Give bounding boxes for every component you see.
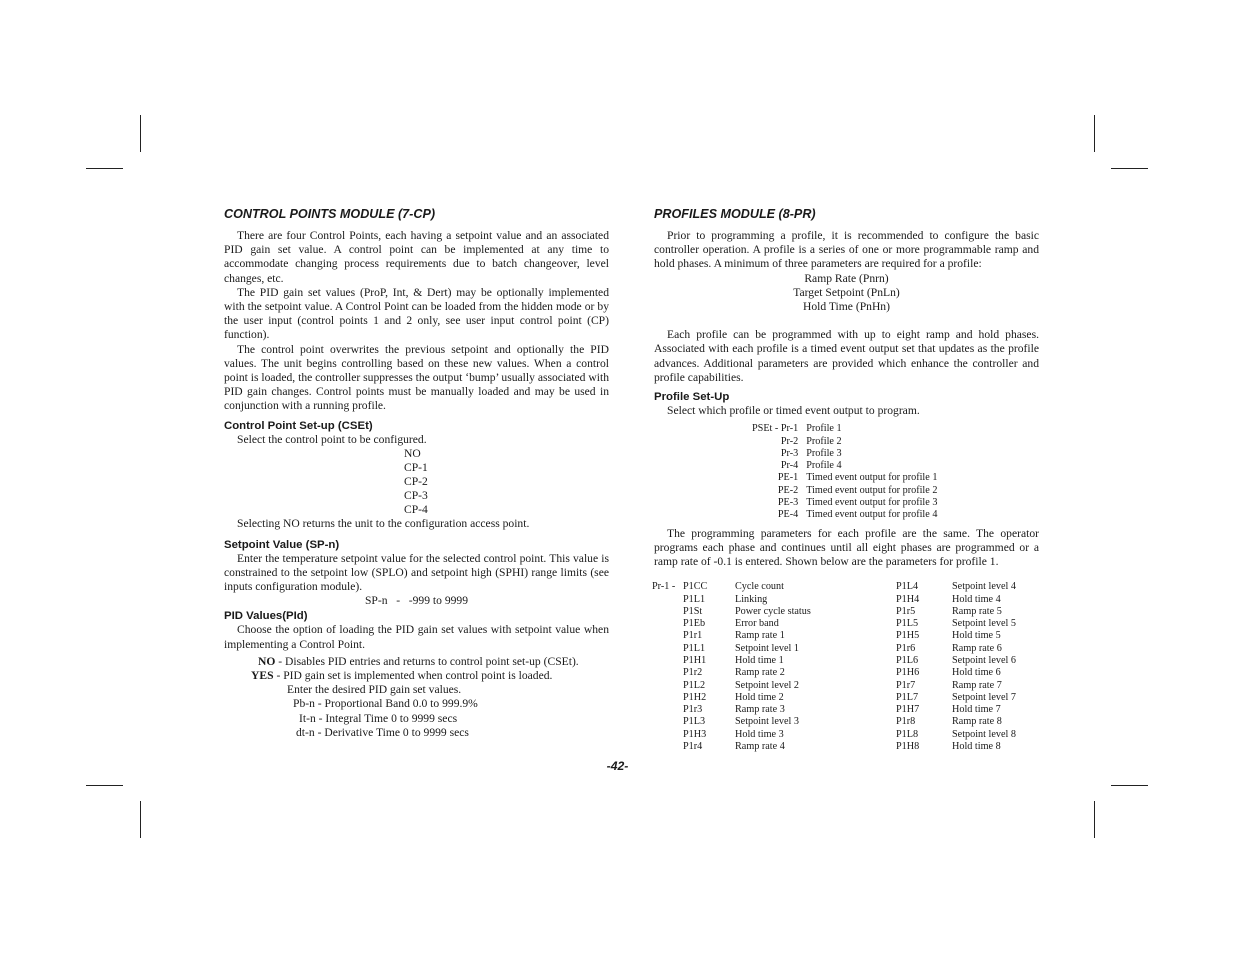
parameter-code: P1H8 xyxy=(896,741,920,753)
spn-text: Enter the temperature setpoint value for the selected control point. This value is constrained to the setpoint low (SPLO) and setpoint high (SPHI) range limits (see inputs configuration module). xyxy=(224,551,609,593)
profile-setup-heading: Profile Set-Up xyxy=(654,391,730,404)
parameter-description: Setpoint level 7 xyxy=(952,691,1016,703)
parameter-code: P1H3 xyxy=(683,728,707,740)
profile-setup-code: Pr-4 xyxy=(780,460,799,472)
parameter-code: P1Eb xyxy=(683,618,706,630)
parameter-description: Ramp rate 1 xyxy=(735,630,785,642)
profile-setup-description: Timed event output for profile 3 xyxy=(806,497,938,509)
parameter-description: Ramp rate 5 xyxy=(952,605,1002,617)
parameter-description: Ramp rate 8 xyxy=(952,716,1002,728)
parameter-code: P1L1 xyxy=(683,593,706,605)
parameter-description: Setpoint level 8 xyxy=(952,728,1016,740)
cset-option: CP-2 xyxy=(404,475,428,489)
parameter-descriptions-left xyxy=(735,581,811,753)
parameter-description: Setpoint level 2 xyxy=(735,679,799,691)
pid-heading: PID Values(PId) xyxy=(224,610,308,623)
parameter-description: Hold time 2 xyxy=(735,691,784,703)
crop-mark-top-right-vertical xyxy=(1094,115,1095,152)
profile-setup-row xyxy=(752,485,937,497)
required-parameter: Ramp Rate (Pnrn) xyxy=(804,271,889,285)
parameter-description: Setpoint level 6 xyxy=(952,655,1016,666)
control-points-column xyxy=(224,206,609,740)
pid-no-text: - Disables PID entries and returns to control point set-up (CSEt). xyxy=(275,654,579,668)
control-points-intro-1: There are four Control Points, each having a setpoint value and an associated PID gain set value. A control point can be implemented at any time to accommodate changing process requirements due to batch changeover, level changes, etc. xyxy=(224,229,609,285)
parameter-description: Ramp rate 7 xyxy=(952,679,1002,691)
parameter-code: P1St xyxy=(683,605,703,617)
pid-option-yes xyxy=(224,669,609,683)
pid-yes-key: YES xyxy=(251,668,274,682)
profile-setup-row xyxy=(752,497,937,509)
profile-setup-description: Timed event output for profile 2 xyxy=(806,484,938,496)
pid-text: Choose the option of loading the PID gain set values with setpoint value when implementing a Control Point. xyxy=(224,623,609,651)
profile-setup-code: PE-3 xyxy=(777,497,799,509)
profile-setup-description: Profile 2 xyxy=(806,435,842,447)
profile-prefix: Pr-1 - xyxy=(652,581,676,593)
crop-mark-bottom-left-horizontal xyxy=(86,785,123,786)
parameter-code: P1H5 xyxy=(896,630,920,642)
parameter-description: Hold time 7 xyxy=(952,704,1001,716)
parameter-description: Ramp rate 3 xyxy=(735,704,785,716)
profile-setup-description: Timed event output for profile 4 xyxy=(806,509,938,521)
crop-mark-bottom-left-vertical xyxy=(140,801,141,838)
profile-setup-code: Pr-2 xyxy=(780,435,799,447)
cset-options xyxy=(224,447,609,517)
parameter-description: Error band xyxy=(735,618,779,630)
parameter-code: P1r3 xyxy=(683,704,703,716)
parameter-code: P1r4 xyxy=(683,741,703,753)
crop-mark-top-right-horizontal xyxy=(1111,168,1148,169)
parameter-code: P1L1 xyxy=(683,642,706,654)
parameter-code: P1L4 xyxy=(896,581,919,593)
cset-option: CP-3 xyxy=(404,489,428,503)
cset-option: NO xyxy=(404,446,421,460)
crop-mark-bottom-right-vertical xyxy=(1094,801,1095,838)
pid-it: It-n - Integral Time 0 to 9999 secs xyxy=(299,711,458,725)
parameter-code: P1H7 xyxy=(896,704,920,716)
parameter-code: P1H1 xyxy=(683,655,707,666)
parameter-description: Ramp rate 4 xyxy=(735,741,785,753)
programming-text: The programming parameters for each profile are the same. The operator programs each phase and continues until all eight phases are programmed or a ramp rate of -0.1 is entered. Shown below are the parameters for profile 1. xyxy=(654,526,1039,569)
pid-pb: Pb-n - Proportional Band 0.0 to 999.9% xyxy=(293,697,478,711)
parameter-description: Hold time 8 xyxy=(952,741,1001,753)
profile-setup-row xyxy=(752,509,937,521)
crop-mark-bottom-right-horizontal xyxy=(1111,785,1148,786)
parameter-description: Hold time 6 xyxy=(952,667,1001,679)
spn-heading: Setpoint Value (SP-n) xyxy=(224,538,340,551)
parameter-code: P1L8 xyxy=(896,728,919,740)
parameter-description: Hold time 5 xyxy=(952,630,1001,642)
crop-mark-top-left-vertical xyxy=(140,115,141,152)
parameter-code: P1r8 xyxy=(896,716,916,728)
cset-option: CP-4 xyxy=(404,503,428,517)
parameter-code: P1H2 xyxy=(683,691,707,703)
parameter-descriptions-right xyxy=(952,581,1016,753)
parameter-code: P1L3 xyxy=(683,716,706,728)
parameter-code: P1L2 xyxy=(683,679,706,691)
profile-setup-row xyxy=(752,460,937,472)
profile-setup-code: PE-1 xyxy=(777,472,799,484)
parameter-description: Setpoint level 1 xyxy=(735,642,799,654)
parameter-description: Power cycle status xyxy=(735,605,811,617)
required-parameter: Hold Time (PnHn) xyxy=(803,300,890,314)
profile-parameters xyxy=(654,581,1039,757)
parameter-description: Ramp rate 2 xyxy=(735,667,785,679)
pid-enter-text: Enter the desired PID gain set values. xyxy=(287,683,462,697)
parameter-codes-left xyxy=(683,581,707,753)
pid-no-key: NO xyxy=(258,654,276,668)
spn-range: SP-n - -999 to 9999 xyxy=(364,594,469,608)
pid-yes-text: - PID gain set is implemented when control point is loaded. xyxy=(273,668,553,682)
profile-setup-row xyxy=(752,423,937,435)
profile-setup-code: Pr-3 xyxy=(780,447,799,459)
cset-heading: Control Point Set-up (CSEt) xyxy=(224,419,373,432)
pid-option-no xyxy=(224,655,609,669)
profile-setup-text: Select which profile or timed event output to program. xyxy=(667,404,920,418)
pid-dt: dt-n - Derivative Time 0 to 9999 secs xyxy=(296,725,469,739)
parameter-code: P1L6 xyxy=(896,655,919,666)
parameter-code: P1CC xyxy=(683,581,708,593)
parameter-code: P1L5 xyxy=(896,618,919,630)
parameter-code: P1H6 xyxy=(896,667,920,679)
parameter-description: Hold time 4 xyxy=(952,593,1001,605)
profiles-each-text: Each profile can be programmed with up to eight ramp and hold phases. Associated with each profile is a timed event output set that updates as the profile advances. Additional parameters are provided which enhance the controller and profile capabilities. xyxy=(654,328,1039,384)
parameter-description: Cycle count xyxy=(735,581,784,593)
control-points-title: CONTROL POINTS MODULE (7-CP) xyxy=(224,207,436,221)
profile-setup-row xyxy=(752,436,937,448)
profile-setup-code: PE-4 xyxy=(777,509,799,521)
parameter-code: P1r1 xyxy=(683,630,703,642)
parameter-description: Setpoint level 4 xyxy=(952,581,1016,593)
parameter-description: Linking xyxy=(735,593,768,605)
parameter-code: P1r2 xyxy=(683,667,703,679)
profile-setup-code: PE-2 xyxy=(777,484,799,496)
profile-setup-description: Profile 1 xyxy=(806,423,842,435)
profiles-column xyxy=(654,206,1039,757)
parameter-codes-right xyxy=(896,581,919,753)
parameter-description: Setpoint level 5 xyxy=(952,618,1016,630)
crop-mark-top-left-horizontal xyxy=(86,168,123,169)
required-parameters xyxy=(654,272,1039,315)
parameter-description: Hold time 3 xyxy=(735,728,784,740)
parameter-description: Setpoint level 3 xyxy=(735,716,799,728)
profile-setup-description: Timed event output for profile 1 xyxy=(806,472,938,484)
parameter-code: P1r5 xyxy=(896,605,916,617)
profile-setup-row xyxy=(752,448,937,460)
cset-option: CP-1 xyxy=(404,460,428,474)
parameter-description: Hold time 1 xyxy=(735,655,784,666)
cset-note: Selecting NO returns the unit to the configuration access point. xyxy=(237,517,530,531)
profile-setup-code: PSEt - Pr-1 xyxy=(752,423,799,435)
control-points-intro-2: The PID gain set values (ProP, Int, & Dert) may be optionally implemented with the setpoint value. A Control Point can be loaded from the hidden mode or by the user input (control points 1 and 2 only, see user input control point (CP) function). xyxy=(224,285,609,342)
required-parameter: Target Setpoint (PnLn) xyxy=(793,285,900,299)
control-points-intro-3: The control point overwrites the previous setpoint and optionally the PID values. The unit begins controlling based on these new values. When a control point is loaded, the controller suppresses the output ‘bump’ usually associated with PID gain changes. Control points must be manually loaded and may be used in conjunction with a running profile. xyxy=(224,342,609,413)
profile-setup-row xyxy=(752,472,937,484)
profiles-title: PROFILES MODULE (8-PR) xyxy=(654,207,816,221)
profile-setup-description: Profile 4 xyxy=(806,460,842,472)
profile-setup-table xyxy=(752,423,937,521)
parameter-code: P1r7 xyxy=(896,679,916,691)
parameter-code: P1H4 xyxy=(896,593,920,605)
parameter-code: P1L7 xyxy=(896,691,919,703)
profiles-intro: Prior to programming a profile, it is recommended to configure the basic controller operation. A profile is a series of one or more programmable ramp and hold phases. A minimum of three parameters are required for a profile: xyxy=(654,229,1039,271)
pid-options xyxy=(224,655,609,740)
parameter-code: P1r6 xyxy=(896,642,916,654)
page-number: -42- xyxy=(606,759,629,773)
parameter-description: Ramp rate 6 xyxy=(952,642,1002,654)
profile-setup-description: Profile 3 xyxy=(806,447,842,459)
cset-text: Select the control point to be configured. xyxy=(237,432,427,446)
